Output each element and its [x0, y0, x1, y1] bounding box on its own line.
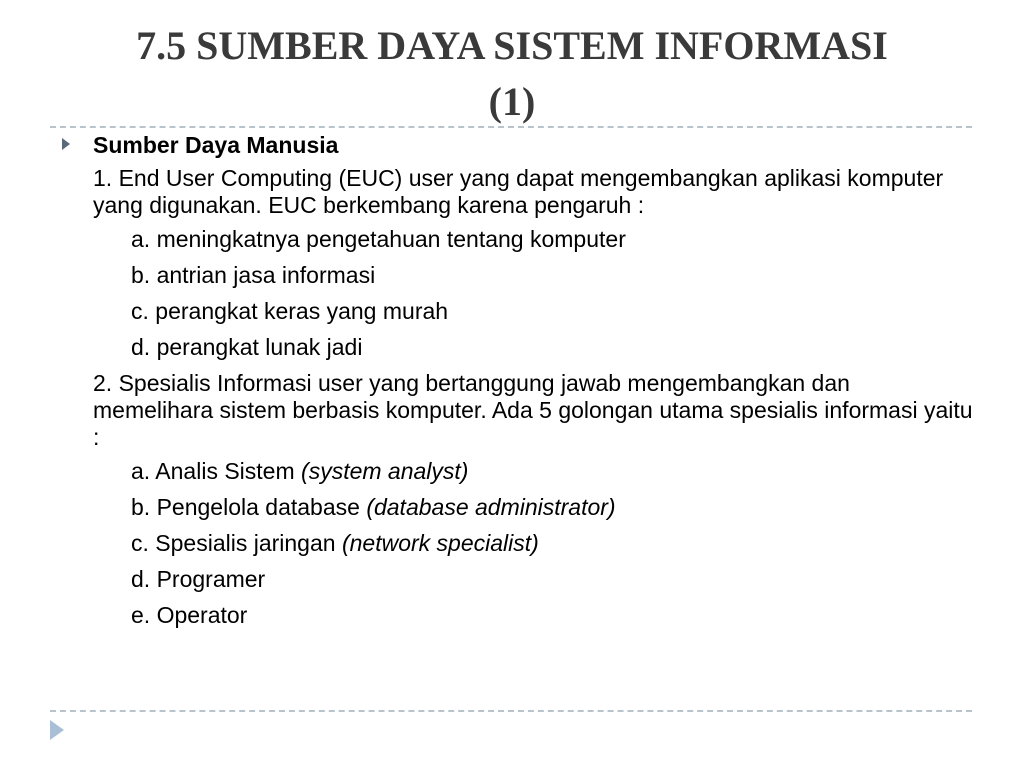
- section-heading: Sumber Daya Manusia: [93, 132, 339, 158]
- item-2-text: 2. Spesialis Informasi user yang bertanggung jawab mengembangkan dan memelihara sistem berbasis komputer. Ada 5 golongan utama spesialis informasi yaitu :: [93, 370, 973, 450]
- list-item: [131, 494, 973, 521]
- item-1-text: 1. End User Computing (EUC) user yang dapat mengembangkan aplikasi komputer yang digunakan. EUC berkembang karena pengaruh :: [93, 165, 944, 218]
- slide-title: [0, 18, 1024, 130]
- triangle-right-icon: [62, 138, 70, 150]
- list-item: [131, 602, 973, 629]
- list-item-label: d. Programer: [131, 566, 266, 592]
- list-item: [131, 566, 973, 593]
- item-2-sublist: [93, 458, 973, 629]
- bottom-divider: [50, 710, 972, 712]
- list-item: [131, 530, 973, 557]
- list-item-term: (system analyst): [301, 458, 469, 484]
- list-item-label: b. Pengelola database: [131, 494, 367, 520]
- list-item-label: c. Spesialis jaringan: [131, 530, 342, 556]
- slide-body: [93, 129, 973, 629]
- next-slide-arrow-icon[interactable]: [50, 720, 64, 740]
- list-item-label: e. Operator: [131, 602, 248, 628]
- list-item-term: (database administrator): [366, 494, 616, 520]
- list-item: b. antrian jasa informasi: [131, 262, 376, 288]
- item-1-sublist: [93, 226, 973, 361]
- list-item-label: a. Analis Sistem: [131, 458, 302, 484]
- list-item-term: (network specialist): [341, 530, 539, 556]
- list-item: c. perangkat keras yang murah: [131, 298, 449, 324]
- slide-title-line-1: 7.5 SUMBER DAYA SISTEM INFORMASI: [136, 23, 888, 68]
- list-item: [131, 458, 973, 485]
- slide-title-line-2: (1): [488, 79, 536, 124]
- list-item: a. meningkatnya pengetahuan tentang komputer: [131, 226, 626, 252]
- top-divider: [50, 126, 972, 128]
- list-item: d. perangkat lunak jadi: [131, 334, 363, 360]
